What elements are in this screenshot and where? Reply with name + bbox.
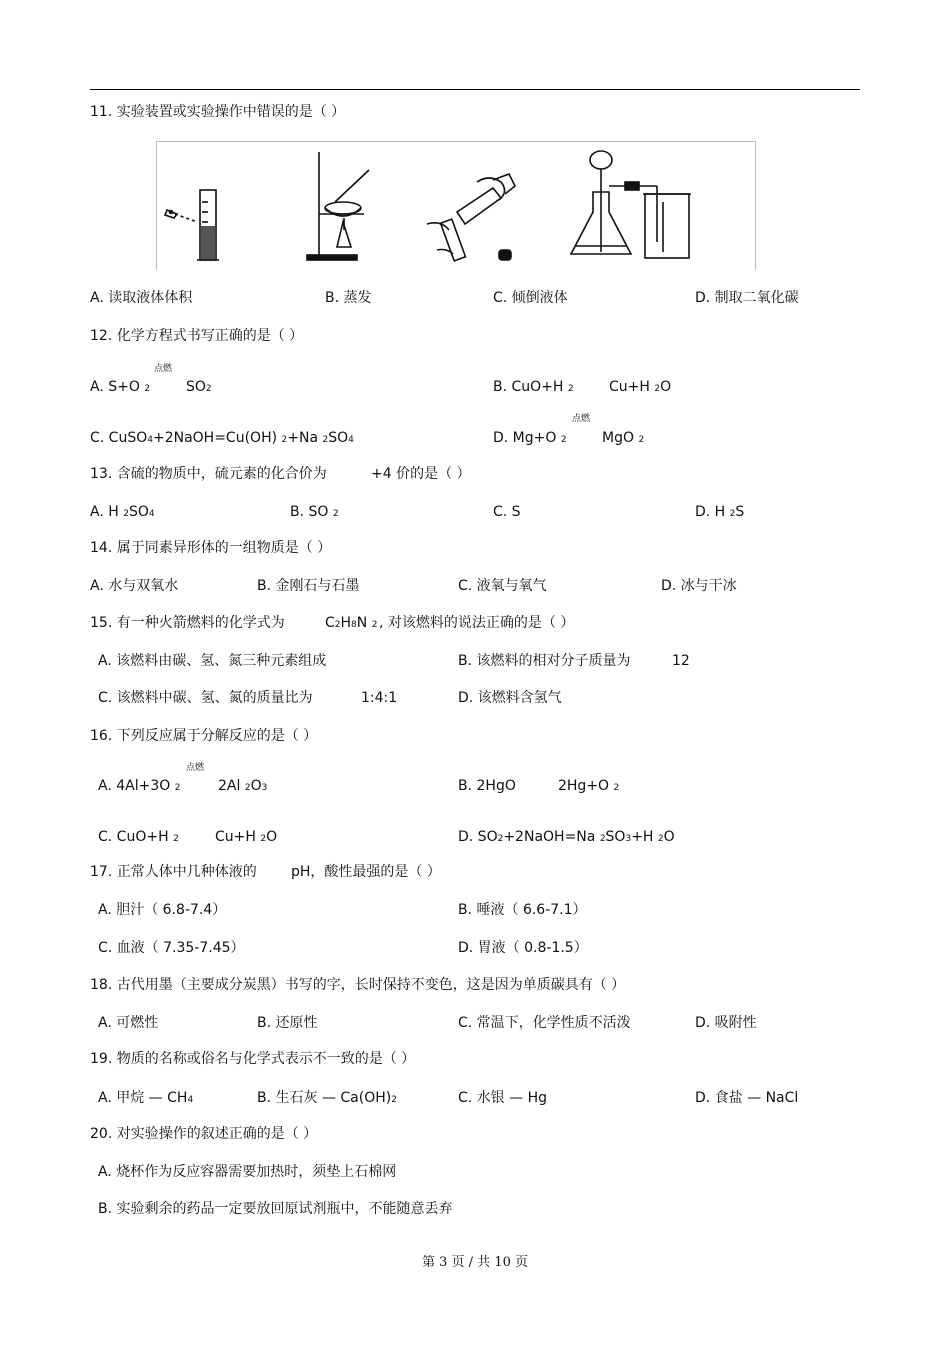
q12-d-condition: 点燃 [572,414,591,424]
q18-stem: 18. 古代用墨（主要成分炭黑）书写的字，长时保持不变色，这是因为单质碳具有（ ） [90,977,626,993]
pouring-liquid-icon [427,174,515,261]
q15-option-b: B. 该燃料的相对分子质量为 [458,653,631,669]
q15-stem-tail: , 对该燃料的说法正确的是（ ） [379,615,575,631]
q16-a-condition: 点燃 [186,763,205,773]
q19-option-b: B. 生石灰 — Ca(OH)2 [257,1090,397,1106]
q17-option-d: D. 胃液（ 0.8-1.5） [458,940,588,956]
q15-option-c: C. 该燃料中碳、氢、氮的质量比为 [98,690,313,706]
q14-option-c: C. 液氧与氧气 [458,578,547,594]
q11-stem: 11. 实验装置或实验操作中错误的是（ ） [90,104,346,120]
q17-option-b: B. 唾液（ 6.6-7.1） [458,902,587,918]
q15-option-b-value: 12 [672,653,690,669]
q15-option-a: A. 该燃料由碳、氢、氮三种元素组成 [98,653,327,669]
q13-option-d: D. H 2S [695,504,745,520]
q11-option-a: A. 读取液体体积 [90,290,193,306]
q16-option-a-product: 2Al 2O3 [218,778,268,794]
evaporation-stand-icon [307,152,369,260]
q20-option-a: A. 烧杯作为反应容器需要加热时，须垫上石棉网 [98,1164,397,1180]
q14-stem: 14. 属于同素异形体的一组物质是（ ） [90,540,332,556]
q11-apparatus-figure [156,141,756,270]
q16-option-b: B. 2HgO [458,778,516,794]
q16-option-b-product: 2Hg+O 2 [558,778,620,794]
co2-generator-icon [571,151,691,258]
q12-stem: 12. 化学方程式书写正确的是（ ） [90,328,304,344]
q13-stem-tail: +4 价的是（ ） [371,466,471,482]
q14-option-a: A. 水与双氧水 [90,578,179,594]
q13-option-a: A. H 2SO4 [90,504,155,520]
q12-option-a: A. S+O 2 [90,379,151,395]
q18-option-a: A. 可燃性 [98,1015,159,1031]
q18-option-d: D. 吸附性 [695,1015,757,1031]
header-rule [90,89,860,90]
q19-option-c: C. 水银 — Hg [458,1090,547,1106]
q19-option-d: D. 食盐 — NaCl [695,1090,799,1106]
q12-option-a-product: SO2 [186,379,212,395]
q20-option-b: B. 实验剩余的药品一定要放回原试剂瓶中，不能随意丢弃 [98,1201,453,1217]
q17-option-a: A. 胆汁（ 6.8-7.4） [98,902,227,918]
q12-option-b: B. CuO+H 2 [493,379,574,395]
q16-option-c-product: Cu+H 2O [215,829,278,845]
q13-option-b: B. SO 2 [290,504,339,520]
q16-stem: 16. 下列反应属于分解反应的是（ ） [90,728,318,744]
q13-stem: 13. 含硫的物质中，硫元素的化合价为 [90,466,327,482]
q15-stem-formula: C2H8N 2 [325,615,378,631]
q16-option-d: D. SO2+2NaOH=Na 2SO3+H 2O [458,829,675,845]
q17-stem: 17. 正常人体中几种体液的 [90,864,257,880]
graduated-cylinder-icon [165,190,219,260]
q11-option-b: B. 蒸发 [325,290,372,306]
q18-option-b: B. 还原性 [257,1015,318,1031]
q11-option-d: D. 制取二氧化碳 [695,290,799,306]
q18-option-c: C. 常温下，化学性质不活泼 [458,1015,631,1031]
q12-option-b-product: Cu+H 2O [609,379,672,395]
q12-option-d: D. Mg+O 2 [493,430,567,446]
q16-option-a: A. 4Al+3O 2 [98,778,181,794]
q17-stem-tail: pH，酸性最强的是（ ） [291,864,441,880]
q13-option-c: C. S [493,504,521,520]
q14-option-b: B. 金刚石与石墨 [257,578,360,594]
q11-option-c: C. 倾倒液体 [493,290,568,306]
q16-option-c: C. CuO+H 2 [98,829,179,845]
q12-a-condition: 点燃 [154,364,173,374]
page-footer: 第 3 页 / 共 10 页 [422,1255,528,1270]
q20-stem: 20. 对实验操作的叙述正确的是（ ） [90,1126,318,1142]
q19-stem: 19. 物质的名称或俗名与化学式表示不一致的是（ ） [90,1051,416,1067]
q14-option-d: D. 冰与干冰 [661,578,737,594]
q12-option-c: C. CuSO4+2NaOH=Cu(OH) 2+Na 2SO4 [90,430,354,446]
q15-option-d: D. 该燃料含氢气 [458,690,562,706]
q19-option-a: A. 甲烷 — CH4 [98,1090,194,1106]
q12-option-d-product: MgO 2 [602,430,645,446]
q15-stem: 15. 有一种火箭燃料的化学式为 [90,615,285,631]
q15-option-c-value: 1:4:1 [361,690,398,706]
q17-option-c: C. 血液（ 7.35-7.45） [98,940,245,956]
